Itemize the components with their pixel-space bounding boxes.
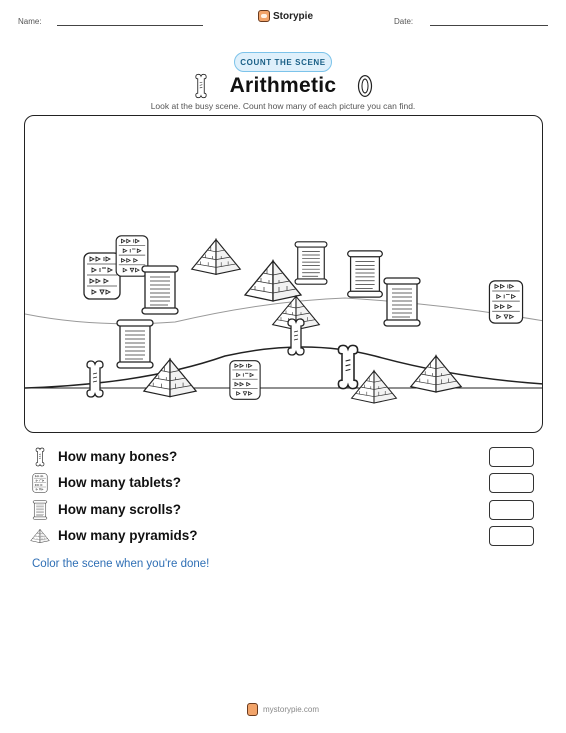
count-scene: [24, 115, 543, 433]
name-line[interactable]: [57, 25, 203, 26]
pyramid-icon: [30, 526, 50, 546]
question-pyramids: [30, 526, 536, 546]
brand: [258, 10, 313, 22]
name-label: Name:: [18, 17, 42, 26]
question-bones: [30, 447, 536, 467]
pyramid-1: [192, 240, 241, 275]
tablet-1: [84, 253, 120, 299]
pyramid-2: [245, 261, 301, 301]
storypie-mascot-icon: [247, 703, 258, 716]
scroll-4: [348, 251, 383, 297]
scene-drawing: [25, 116, 543, 433]
instructions: Look at the busy scene. Count how many of each picture you can find.: [150, 101, 416, 111]
worksheet-header: [18, 10, 548, 30]
date-line[interactable]: [430, 25, 548, 26]
scroll-1: [142, 266, 178, 314]
page-title: Arithmetic: [229, 74, 337, 97]
question-tablets: [30, 473, 536, 493]
footer: [0, 703, 566, 716]
color-instruction: Color the scene when you're done!: [32, 558, 210, 570]
answer-box-scrolls[interactable]: [489, 500, 534, 520]
question-text: How many tablets?: [58, 475, 182, 490]
answer-box-tablets[interactable]: [489, 473, 534, 493]
bone-icon: [192, 73, 210, 99]
question-text: How many scrolls?: [58, 502, 182, 517]
bone-icon: [30, 447, 50, 467]
activity-badge: COUNT THE SCENE: [234, 52, 332, 72]
bone-2: [288, 319, 304, 355]
storypie-logo-icon: [258, 10, 270, 22]
scroll-5: [384, 278, 420, 326]
brand-name: Storypie: [273, 10, 314, 22]
scroll-2: [117, 320, 153, 368]
title-row: [0, 72, 566, 100]
answer-box-pyramids[interactable]: [489, 526, 534, 546]
zero-digit-icon: [356, 73, 374, 99]
pyramid-5: [352, 371, 397, 403]
question-text: How many bones?: [58, 449, 178, 464]
question-text: How many pyramids?: [58, 528, 198, 543]
tablet-4: [489, 281, 522, 323]
answer-box-bones[interactable]: [489, 447, 534, 467]
scroll-icon: [30, 500, 50, 520]
bone-3: [338, 345, 357, 388]
footer-url[interactable]: mystorypie.com: [262, 705, 319, 714]
bone-1: [87, 361, 103, 397]
date-label: Date:: [394, 17, 414, 26]
question-scrolls: [30, 500, 536, 520]
scroll-3: [295, 242, 327, 284]
tablet-icon: [30, 473, 50, 493]
tablet-3: [230, 361, 260, 400]
